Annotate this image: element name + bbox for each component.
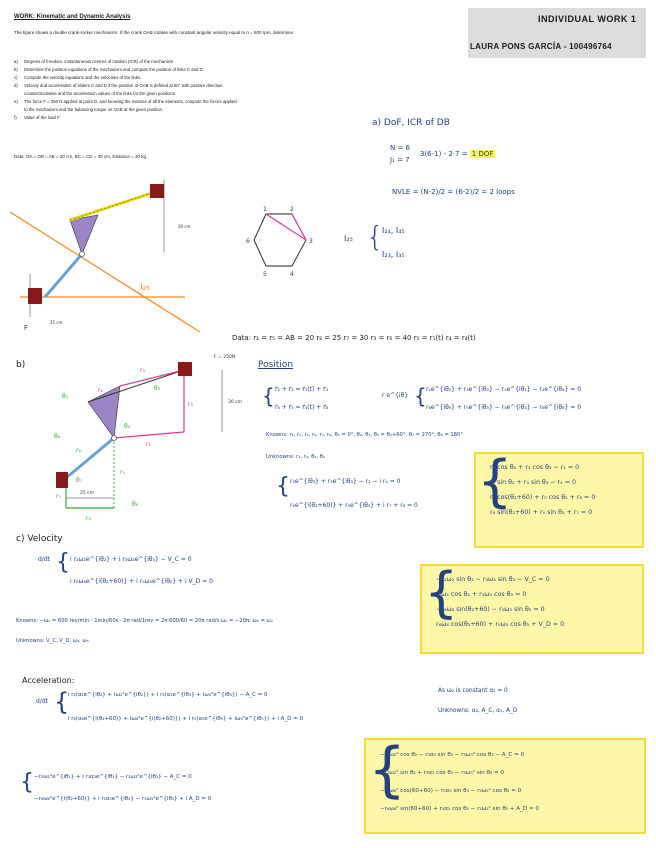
position-heading: Position	[258, 360, 294, 370]
hex-node: 4	[290, 271, 294, 278]
vector-label: r₅	[120, 469, 125, 476]
equation-line: −r₂ω₂² cos θ₂ − r₃α₃ sin θ₃ − r₃ω₃² cos θ₃ − A_C = 0	[380, 752, 525, 758]
link-cd	[45, 254, 82, 297]
equation-line: r₂ sin θ₂ + r₃ sin θ₃ − r₄ = 0	[490, 479, 576, 486]
acceleration-left-brace: {	[20, 770, 34, 795]
vector-label: r₃	[140, 367, 145, 374]
position-exp2: r₆e^{iθ₆} + r₅e^{iθ₅} − r₃e^{iθ₃} − r₈e^{iθ₈} = 0	[426, 404, 582, 411]
angle-label: θ₂	[62, 393, 69, 400]
velocity-knowns: Knowns: −ω₂ = 600 rev/min · 1min/60s · 2π rad/1rev = 2π·600/60 = 20π rad/s ω₂ = −20π, ω₆ = ω₂	[16, 618, 273, 624]
pivot-o	[112, 436, 117, 441]
assignment-intro: The figure shows a double crank-rocker mechanism. If the crank OAB rotates with constant angular velocity equal to n = 600 rpm, determine:	[14, 30, 295, 35]
link-cd	[66, 438, 114, 478]
velocity-heading: c) Velocity	[16, 534, 63, 544]
position-vec1: r⃗₂ + r⃗₃ = r⃗₁(t) + r⃗₄	[275, 386, 329, 393]
acceleration-note: Unknowns: α₃, A_C, α₅, A_D	[438, 708, 518, 714]
assignment-data: Data: OA = OB = AB = 20 cm, BC = CD = 40 cm, Distance = 30 kg	[14, 154, 147, 159]
equation-line: −r₂ω₂ sin θ₂ − r₃ω₃ sin θ₃ − V_C = 0	[436, 576, 550, 583]
force-tag: F = 250N	[214, 355, 236, 360]
angle-label: θ₇	[76, 477, 83, 484]
position-brace: {	[262, 384, 275, 408]
part-a-nvle: NVLE = (N-2)/2 = (6-2)/2 = 2 loops	[392, 188, 515, 196]
dim-label: 30 cm	[178, 224, 191, 229]
vector-label: r₇	[56, 493, 61, 500]
dim-bottom-label: 25 cm	[80, 491, 95, 496]
mechanism-figure-a	[10, 172, 210, 332]
vector-label: r₂	[98, 387, 103, 394]
acceleration-result-brace: {	[368, 735, 407, 805]
task-item: e) The force F = 250 N applied at point D, and knowing the masses of all the elements, compute the forces applied	[14, 99, 237, 104]
header-author: LAURA PONS GARCÍA - 100496764	[470, 42, 612, 51]
equation-line: r₆ω₆ cos(θ₂+60) + r₅ω₅ cos θ₅ + V_D = 0	[436, 621, 565, 628]
header-title: INDIVIDUAL WORK 1	[538, 14, 637, 24]
slider-c	[150, 184, 164, 198]
icr-link-pink	[266, 214, 306, 240]
force-label: F	[24, 324, 29, 332]
acceleration-result-box	[364, 735, 646, 834]
vector-r1	[114, 432, 184, 438]
task-item: a) Degrees of freedom, instantaneous centres of rotation (ICR) of the mechanism	[14, 59, 174, 64]
task-item: counterclockwise and the acceleration values of the links for the given positions.	[24, 91, 177, 96]
velocity-unknowns: Unknowns: V_C, V_D, ω₃, ω₅	[16, 638, 89, 644]
position-brace: {	[414, 384, 427, 408]
equation-line: −r₆ω₆ sin(θ₂+60) − r₅ω₅ sin θ₅ = 0	[436, 606, 545, 613]
acceleration-note: As ω₂ is constant α₂ = 0	[438, 688, 508, 694]
acceleration-brace: {	[54, 688, 70, 716]
angle-label: θ₆	[54, 433, 61, 440]
part-a-heading: a) DoF, ICR of DB	[372, 118, 450, 128]
acceleration-eq: i r₆(α₆e^{i(θ₂+60)} + iω₆²e^{i(θ₂+60)}) + i r₅(α₅e^{iθ₅} + iω₅²e^{iθ₅}) + i A_D = 0	[68, 716, 304, 722]
equation-line: −r₆ω₆² cos(60+60) − r₅α₅ sin θ₅ − r₅ω₅² cos θ₅ = 0	[380, 788, 522, 794]
position-knowns: Knowns: r₁, r₂, r₄, r₅, r₇, r₈, θ₁ = 0°, θ₂, θ₃, θ₄ = θ₂+60°, θ₇ = 270°, θ₈ = 180°	[266, 432, 463, 438]
position-vec2: r⃗₆ + r⃗₅ = r⃗₃(t) + r⃗₈	[275, 404, 329, 411]
vector-r3	[120, 370, 184, 386]
hex-node: 3	[309, 238, 313, 245]
task-item: b) Determine the position equations of the mechanism and compute the position of links C and D.	[14, 67, 204, 72]
icr-hexagon	[246, 204, 326, 284]
hex-node: 2	[290, 206, 294, 213]
link-bc-dash	[70, 192, 155, 220]
velocity-eq: i r₆ω₆e^{i(θ₂+60)} + i r₅ω₅e^{iθ₅} + i V_D = 0	[70, 578, 213, 585]
icr-line	[10, 212, 200, 332]
task-item: c) Compute the velocity equations and the velocities of the links.	[14, 75, 142, 80]
mechanism-figure-b	[36, 350, 256, 530]
velocity-ddt: d/dt	[38, 556, 50, 563]
equation-line: −r₂ω₂² sin θ₂ + r₃α₃ cos θ₃ − r₃ω₃² sin θ₃ = 0	[380, 770, 504, 776]
angle-label: θ₈	[132, 501, 139, 508]
vector-label: r₁	[146, 441, 151, 448]
velocity-brace: {	[56, 550, 70, 575]
part-a-n: N = 6	[390, 144, 411, 152]
dof-equation: 3(6-1) - 2·7 =	[420, 150, 468, 158]
icr-name: I₂₅	[344, 234, 353, 243]
equation-line: r₂ω₂ cos θ₂ + r₃ω₃ cos θ₃ = 0	[436, 591, 527, 598]
position-arrow: r e^{iθ}	[382, 392, 409, 399]
section-b-label: b)	[16, 360, 26, 370]
equation-line: r₂ cos θ₂ + r₃ cos θ₃ − r₁ = 0	[490, 464, 580, 471]
position-brace: {	[276, 474, 290, 499]
icr-row: I₂₄, I₄₅	[382, 226, 405, 235]
position-exp1: r₂e^{iθ₂} + r₃e^{iθ₃} − r₁e^{iθ₁} − r₄e^{iθ₄} = 0	[426, 386, 582, 393]
icr-row: I₂₃, I₃₅	[382, 250, 405, 259]
acceleration-heading: Acceleration:	[22, 676, 75, 685]
equation-line: r₆ cos(θ₂+60) + r₅ cos θ₅ + r₈ = 0	[490, 494, 596, 501]
acceleration-ddt: d/dt	[36, 698, 48, 705]
crank-triangle	[88, 386, 120, 438]
vector-label: r₆	[76, 447, 81, 454]
position-result-brace: {	[477, 449, 513, 514]
velocity-eq: i r₂ω₂e^{iθ₂} + i r₃ω₃e^{iθ₃} − V_C = 0	[70, 556, 192, 563]
hex-node: 6	[246, 238, 250, 245]
angle-label: θ₃	[154, 385, 161, 392]
slider-c	[178, 362, 192, 376]
position-sys2: r₆e^{i(θ₂+60)} + r₅e^{iθ₅} + i r₇ + r₈ = 0	[290, 502, 418, 509]
velocity-result-brace: {	[424, 561, 459, 624]
acceleration-left-eq: −r₆ω₆²e^{i(θ₂+60)} + i r₅α₅e^{iθ₅} − r₅ω₅²e^{iθ₅} + i A_D = 0	[34, 796, 212, 802]
slider-d	[56, 472, 68, 488]
task-item: f) Value of the load F	[14, 115, 60, 120]
icr-label: I₂₅	[140, 283, 150, 293]
hexagon-outline	[254, 214, 306, 266]
equation-line: −r₆ω₆² sin(60+60) + r₅α₅ cos θ₅ − r₅ω₅² sin θ₅ + A_D = 0	[380, 806, 539, 812]
acceleration-left-eq: −r₂ω₂²e^{iθ₂} + i r₃α₃e^{iθ₃} − r₃ω₃²e^{iθ₃} − A_C = 0	[34, 774, 192, 780]
acceleration-eq: i r₂(α₂e^{iθ₂} + iω₂²e^{iθ₂}) + i r₃(α₃e^{iθ₃} + iω₃²e^{iθ₃}) − A_C = 0	[68, 692, 268, 698]
dof-result: 1 DOF	[471, 150, 494, 158]
vector-label: r₄	[188, 401, 193, 408]
angle-label: θ₅	[124, 423, 131, 430]
assignment-title: WORK: Kinematic and Dynamic Analysis	[14, 14, 131, 20]
equation-line: r₆ sin(θ₂+60) + r₅ sin θ₅ + r₇ = 0	[490, 509, 593, 516]
task-list	[14, 58, 364, 122]
crank-triangle	[70, 215, 98, 254]
hex-node: 5	[263, 271, 267, 278]
part-a-dof	[420, 150, 495, 158]
task-item: to the mechanism and the balancing torque on OAB at the given position.	[24, 107, 164, 112]
pivot-o	[80, 252, 85, 257]
part-a-j: J₁ = 7	[390, 156, 410, 164]
link-bc	[88, 370, 184, 402]
position-unknowns: Unknowns: r₁, r₃, θ₂, θ₃	[266, 454, 326, 460]
dim-side-label: 30 cm	[228, 400, 243, 405]
position-sys1: r₂e^{iθ₂} + r₃e^{iθ₃} − r₁ − i r₄ = 0	[290, 478, 401, 485]
bottom-dim-label: 25 cm	[50, 320, 63, 325]
vector-label: r₈	[86, 515, 91, 522]
data-line: Data: r₂ = r₅ = AB = 20 r₈ = 25 r₇ = 30 r₃ = r₆ = 40 r₁ = r₁(t) r₄ = r₄(t)	[232, 334, 476, 342]
hex-node: 1	[263, 206, 267, 213]
task-item: d) Velocity and acceleration of sliders C and D if the position of OAB is defined at 60° with positive direction	[14, 83, 223, 88]
icr-brace: {	[366, 220, 384, 253]
